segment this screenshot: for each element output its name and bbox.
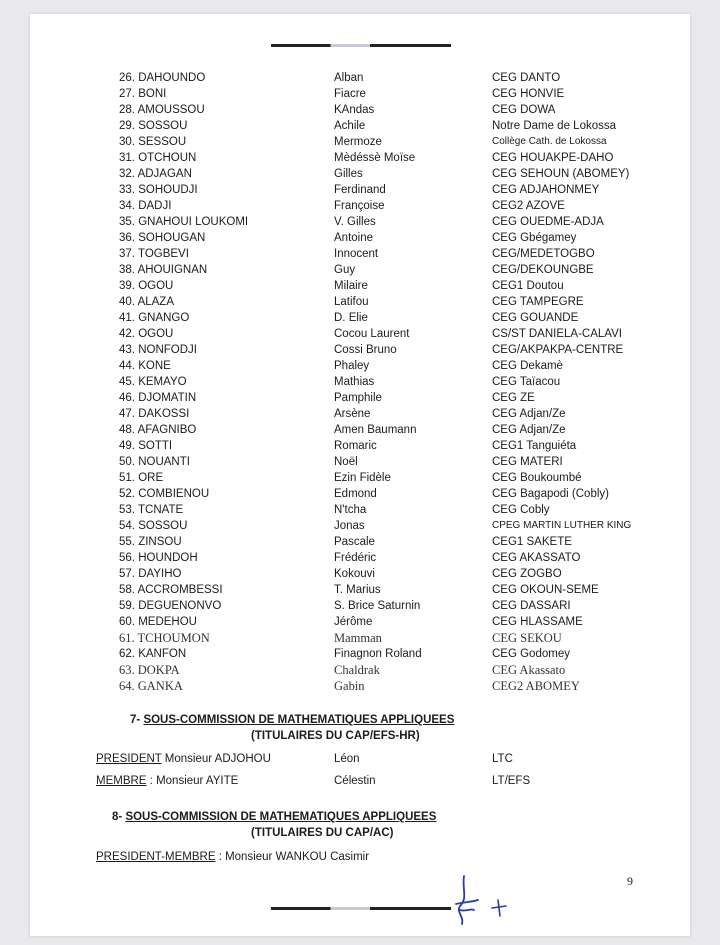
- entry-surname: AMOUSSOU: [137, 104, 205, 116]
- section-7-title: [130, 714, 454, 726]
- entry-number-surname: [119, 150, 196, 166]
- entry-school: CEG Akassato: [492, 663, 566, 677]
- entry-school: CEG Gbégamey: [492, 232, 577, 244]
- entry-surname: KEMAYO: [138, 376, 187, 388]
- entry-school: CEG Boukoumbé: [492, 472, 582, 484]
- entry-number-surname: [119, 198, 171, 214]
- entry-number: 62.: [119, 648, 135, 660]
- entry-surname: HOUNDOH: [138, 552, 198, 564]
- entry-school: CEG TAMPEGRE: [492, 296, 584, 308]
- entry-first-name: T. Marius: [334, 584, 381, 596]
- entry-surname: AFAGNIBO: [137, 424, 197, 436]
- entry-first-name: Latifou: [334, 296, 369, 308]
- entry-number: 37.: [119, 248, 135, 260]
- entry-number: 64.: [119, 679, 135, 693]
- entry-number-surname: [119, 630, 210, 646]
- entry-first-name: Finagnon Roland: [334, 648, 422, 660]
- section-8-number: 8-: [112, 811, 123, 823]
- list-item: [30, 582, 690, 598]
- entry-number-surname: [119, 454, 190, 470]
- member-institution: LT/EFS: [492, 775, 531, 787]
- section-8-subtitle: (TITULAIRES DU CAP/AC): [251, 827, 394, 839]
- entry-number: 46.: [119, 392, 135, 404]
- entry-surname: ORE: [138, 472, 164, 484]
- entry-first-name: Phaley: [334, 360, 370, 372]
- entry-first-name: Mèdéssè Moïse: [334, 152, 416, 164]
- list-item: [30, 518, 690, 534]
- list-item: [30, 438, 690, 454]
- entry-first-name: Edmond: [334, 488, 377, 500]
- entry-number-surname: [119, 486, 209, 502]
- entry-school: CEG Taïacou: [492, 376, 561, 388]
- entry-first-name: Arsène: [334, 408, 371, 420]
- entry-number-surname: [119, 86, 166, 102]
- president-role-label: PRESIDENT: [96, 753, 162, 765]
- entry-first-name: S. Brice Saturnin: [334, 600, 421, 612]
- list-item: [30, 150, 690, 166]
- entry-first-name: Frédéric: [334, 552, 377, 564]
- entry-number: 29.: [119, 120, 135, 132]
- entry-first-name: Antoine: [334, 232, 374, 244]
- entry-number: 31.: [119, 152, 135, 164]
- entry-surname: DEGUENONVO: [138, 600, 222, 612]
- entry-first-name: Achile: [334, 120, 366, 132]
- entry-number: 43.: [119, 344, 135, 356]
- section-7-member-line: [96, 775, 238, 787]
- list-item: [30, 70, 690, 86]
- list-item: [30, 614, 690, 630]
- entry-number-surname: [119, 310, 189, 326]
- entry-surname: SOSSOU: [138, 520, 188, 532]
- section-7-number: 7-: [130, 714, 141, 726]
- entry-first-name: Françoise: [334, 200, 385, 212]
- list-item: [30, 246, 690, 262]
- entry-number-surname: [119, 246, 189, 262]
- entry-surname: ADJAGAN: [137, 168, 192, 180]
- list-item: [30, 646, 690, 662]
- president-member-role-label: PRESIDENT-MEMBRE: [96, 851, 216, 863]
- list-item: [30, 358, 690, 374]
- entry-first-name: N'tcha: [334, 504, 367, 516]
- entry-school: CEG ADJAHONMEY: [492, 184, 600, 196]
- entry-number: 38.: [119, 264, 135, 276]
- entry-number: 42.: [119, 328, 135, 340]
- list-item: [30, 390, 690, 406]
- list-item: [30, 534, 690, 550]
- list-item: [30, 566, 690, 582]
- entry-number-surname: [119, 230, 205, 246]
- list-item: [30, 502, 690, 518]
- entry-first-name: Fiacre: [334, 88, 366, 100]
- entry-school: CEG DASSARI: [492, 600, 571, 612]
- entry-number-surname: [119, 614, 197, 630]
- entry-school: Notre Dame de Lokossa: [492, 120, 617, 132]
- footer-decorative-bar: [271, 907, 451, 910]
- entry-number: 36.: [119, 232, 135, 244]
- list-item: [30, 470, 690, 486]
- list-item: [30, 118, 690, 134]
- entry-surname: NONFODJI: [138, 344, 197, 356]
- entry-first-name: Cossi Bruno: [334, 344, 397, 356]
- entry-surname: SOHOUGAN: [138, 232, 206, 244]
- entry-surname: AHOUIGNAN: [137, 264, 208, 276]
- entry-number: 28.: [119, 104, 135, 116]
- list-item: [30, 630, 690, 646]
- president-first-name: Léon: [334, 753, 360, 765]
- entry-school: CEG/MEDETOGBO: [492, 248, 595, 260]
- entry-school: CEG ZE: [492, 392, 535, 404]
- member-first-name: Célestin: [334, 775, 376, 787]
- entry-number-surname: [119, 678, 183, 694]
- entry-number-surname: [119, 166, 192, 182]
- entry-surname: KONE: [138, 360, 171, 372]
- section-7-subtitle: (TITULAIRES DU CAP/EFS-HR): [251, 730, 420, 742]
- entry-surname: SESSOU: [138, 136, 187, 148]
- entry-number-surname: [119, 598, 221, 614]
- entry-school: CPEG MARTIN LUTHER KING: [492, 520, 632, 531]
- entry-number-surname: [119, 278, 173, 294]
- entry-first-name: Jonas: [334, 520, 365, 532]
- entry-number-surname: [119, 646, 186, 662]
- entry-school: CEG DANTO: [492, 72, 561, 84]
- list-item: [30, 422, 690, 438]
- entry-surname: DJOMATIN: [138, 392, 197, 404]
- entry-surname: GNAHOUI LOUKOMI: [138, 216, 249, 228]
- entry-surname: OGOU: [138, 280, 174, 292]
- section-8-president-member-line: [96, 851, 369, 863]
- list-item: [30, 262, 690, 278]
- entry-number-surname: [119, 118, 187, 134]
- entry-number: 48.: [119, 424, 135, 436]
- entry-surname: DADJI: [138, 200, 172, 212]
- entry-number: 57.: [119, 568, 135, 580]
- entry-surname: SOSSOU: [138, 120, 188, 132]
- entry-number: 51.: [119, 472, 135, 484]
- entry-number-surname: [119, 134, 186, 150]
- entry-number-surname: [119, 262, 207, 278]
- entry-first-name: Mamman: [334, 631, 382, 645]
- entry-school: CEG SEHOUN (ABOMEY): [492, 168, 630, 180]
- entry-surname: TCNATE: [138, 504, 184, 516]
- entry-school: CEG2 ABOMEY: [492, 679, 580, 693]
- entry-number: 58.: [119, 584, 135, 596]
- entry-number-surname: [119, 582, 223, 598]
- entry-number: 34.: [119, 200, 135, 212]
- entry-surname: SOTTI: [138, 440, 173, 452]
- entry-school: CEG1 Tanguiéta: [492, 440, 577, 452]
- entry-surname: DAHOUNDO: [138, 72, 206, 84]
- list-item: [30, 310, 690, 326]
- entry-school: CEG/DEKOUNGBE: [492, 264, 594, 276]
- entry-first-name: Milaire: [334, 280, 368, 292]
- entry-first-name: Amen Baumann: [334, 424, 417, 436]
- entry-first-name: Mermoze: [334, 136, 382, 148]
- entry-surname: MEDEHOU: [138, 616, 197, 628]
- list-item: [30, 486, 690, 502]
- list-item: [30, 278, 690, 294]
- entry-school: CEG/AKPAKPA-CENTRE: [492, 344, 624, 356]
- entry-number: 47.: [119, 408, 135, 420]
- list-item: [30, 86, 690, 102]
- header-decorative-bar: [271, 44, 451, 47]
- entry-number: 44.: [119, 360, 135, 372]
- entry-school: CEG2 AZOVE: [492, 200, 565, 212]
- section-8-heading: SOUS-COMMISSION DE MATHEMATIQUES APPLIQUEES: [125, 811, 437, 823]
- entry-first-name: Gilles: [334, 168, 363, 180]
- entry-number-surname: [119, 534, 182, 550]
- entry-number: 59.: [119, 600, 135, 612]
- entry-number-surname: [119, 294, 174, 310]
- list-item: [30, 598, 690, 614]
- entry-first-name: V. Gilles: [334, 216, 376, 228]
- entry-number: 49.: [119, 440, 135, 452]
- entry-school: CEG OUEDME-ADJA: [492, 216, 604, 228]
- entry-number-surname: [119, 566, 181, 582]
- entry-number-surname: [119, 518, 187, 534]
- list-item: [30, 198, 690, 214]
- list-item: [30, 342, 690, 358]
- list-item: [30, 230, 690, 246]
- entry-number-surname: [119, 662, 180, 678]
- entry-number-surname: [119, 438, 172, 454]
- entry-number-surname: [119, 390, 196, 406]
- entry-school: CEG OKOUN-SEME: [492, 584, 599, 596]
- section-7-heading: SOUS-COMMISSION DE MATHEMATIQUES APPLIQUEES: [143, 714, 455, 726]
- entry-number: 27.: [119, 88, 135, 100]
- entry-first-name: Pamphile: [334, 392, 382, 404]
- entry-number: 50.: [119, 456, 135, 468]
- page-number: 9: [627, 874, 633, 888]
- entry-school: CEG HONVIE: [492, 88, 565, 100]
- entry-number: 32.: [119, 168, 135, 180]
- entry-surname: GNANGO: [138, 312, 190, 324]
- entry-number-surname: [119, 470, 163, 486]
- entry-first-name: Mathias: [334, 376, 375, 388]
- entry-number-surname: [119, 406, 189, 422]
- entry-surname: TCHOUMON: [137, 631, 210, 645]
- entry-surname: TOGBEVI: [138, 248, 189, 260]
- president-institution: LTC: [492, 753, 513, 765]
- entry-school: CEG HOUAKPE-DAHO: [492, 152, 614, 164]
- entry-first-name: Ezin Fidèle: [334, 472, 391, 484]
- entry-school: CEG Bagapodi (Cobly): [492, 488, 609, 500]
- entry-school: CEG Dekamè: [492, 360, 563, 372]
- entry-first-name: Romaric: [334, 440, 377, 452]
- entry-number: 63.: [119, 663, 135, 677]
- list-item: [30, 166, 690, 182]
- entry-school: CS/ST DANIELA-CALAVI: [492, 328, 622, 340]
- president-member-name: : Monsieur WANKOU Casimir: [215, 851, 370, 863]
- entry-school: CEG ZOGBO: [492, 568, 562, 580]
- list-item: [30, 406, 690, 422]
- list-item: [30, 182, 690, 198]
- entry-school: CEG Adjan/Ze: [492, 408, 566, 420]
- list-item: [30, 326, 690, 342]
- entry-surname: BONI: [138, 88, 167, 100]
- entry-number-surname: [119, 342, 197, 358]
- entry-surname: DOKPA: [137, 663, 180, 677]
- entry-number: 35.: [119, 216, 135, 228]
- entry-number: 52.: [119, 488, 135, 500]
- entry-first-name: D. Elie: [334, 312, 368, 324]
- entry-surname: ZINSOU: [138, 536, 182, 548]
- entry-number-surname: [119, 102, 205, 118]
- entry-number-surname: [119, 70, 205, 86]
- entry-school: CEG Adjan/Ze: [492, 424, 566, 436]
- entry-surname: KANFON: [138, 648, 187, 660]
- entry-number: 40.: [119, 296, 135, 308]
- list-item: [30, 134, 690, 150]
- entry-number: 45.: [119, 376, 135, 388]
- entry-first-name: Guy: [334, 264, 356, 276]
- participant-list: [30, 70, 690, 694]
- entry-school: Collège Cath. de Lokossa: [492, 136, 607, 147]
- section-7-president-line: [96, 753, 271, 765]
- entry-number-surname: [119, 326, 173, 342]
- entry-first-name: Ferdinand: [334, 184, 386, 196]
- member-name: : Monsieur AYITE: [146, 775, 239, 787]
- entry-number: 53.: [119, 504, 135, 516]
- list-item: [30, 454, 690, 470]
- handwritten-signature: [450, 872, 520, 932]
- entry-number: 30.: [119, 136, 135, 148]
- entry-number-surname: [119, 422, 196, 438]
- entry-number: 55.: [119, 536, 135, 548]
- entry-first-name: Noël: [334, 456, 358, 468]
- list-item: [30, 374, 690, 390]
- entry-number: 26.: [119, 72, 135, 84]
- list-item: [30, 662, 690, 678]
- list-item: [30, 102, 690, 118]
- list-item: [30, 550, 690, 566]
- entry-number-surname: [119, 214, 248, 230]
- entry-school: CEG SEKOU: [492, 631, 562, 645]
- entry-school: CEG HLASSAME: [492, 616, 583, 628]
- entry-school: CEG MATERI: [492, 456, 563, 468]
- entry-number-surname: [119, 502, 183, 518]
- document-page: [30, 14, 690, 936]
- entry-first-name: Jérôme: [334, 616, 373, 628]
- entry-first-name: Innocent: [334, 248, 379, 260]
- list-item: [30, 294, 690, 310]
- entry-number: 41.: [119, 312, 135, 324]
- entry-surname: GANKA: [137, 679, 183, 693]
- entry-surname: NOUANTI: [138, 456, 190, 468]
- entry-first-name: KAndas: [334, 104, 375, 116]
- entry-number: 33.: [119, 184, 135, 196]
- entry-first-name: Cocou Laurent: [334, 328, 410, 340]
- entry-number: 60.: [119, 616, 135, 628]
- entry-school: CEG1 Doutou: [492, 280, 564, 292]
- entry-number: 54.: [119, 520, 135, 532]
- entry-school: CEG Cobly: [492, 504, 550, 516]
- entry-surname: OGOU: [138, 328, 174, 340]
- entry-surname: ALAZA: [137, 296, 174, 308]
- entry-number: 56.: [119, 552, 135, 564]
- entry-first-name: Pascale: [334, 536, 375, 548]
- member-role-label: MEMBRE: [96, 775, 147, 787]
- section-8-title: [112, 811, 436, 823]
- entry-school: CEG DOWA: [492, 104, 556, 116]
- entry-surname: OTCHOUN: [138, 152, 197, 164]
- president-name: Monsieur ADJOHOU: [161, 753, 271, 765]
- entry-surname: COMBIENOU: [138, 488, 210, 500]
- entry-school: CEG AKASSATO: [492, 552, 581, 564]
- entry-surname: DAKOSSI: [138, 408, 190, 420]
- list-item: [30, 214, 690, 230]
- list-item: [30, 678, 690, 694]
- entry-first-name: Chaldrak: [334, 663, 380, 677]
- entry-first-name: Alban: [334, 72, 364, 84]
- entry-first-name: Kokouvi: [334, 568, 375, 580]
- entry-school: CEG1 SAKETE: [492, 536, 572, 548]
- entry-number: 61.: [119, 631, 135, 645]
- entry-number-surname: [119, 550, 198, 566]
- entry-surname: DAYIHO: [138, 568, 182, 580]
- entry-surname: ACCROMBESSI: [137, 584, 223, 596]
- entry-school: CEG GOUANDE: [492, 312, 579, 324]
- entry-number-surname: [119, 182, 198, 198]
- entry-school: CEG Godomey: [492, 648, 570, 660]
- entry-number-surname: [119, 358, 171, 374]
- entry-first-name: Gabin: [334, 679, 365, 693]
- entry-surname: SOHOUDJI: [138, 184, 198, 196]
- entry-number-surname: [119, 374, 187, 390]
- entry-number: 39.: [119, 280, 135, 292]
